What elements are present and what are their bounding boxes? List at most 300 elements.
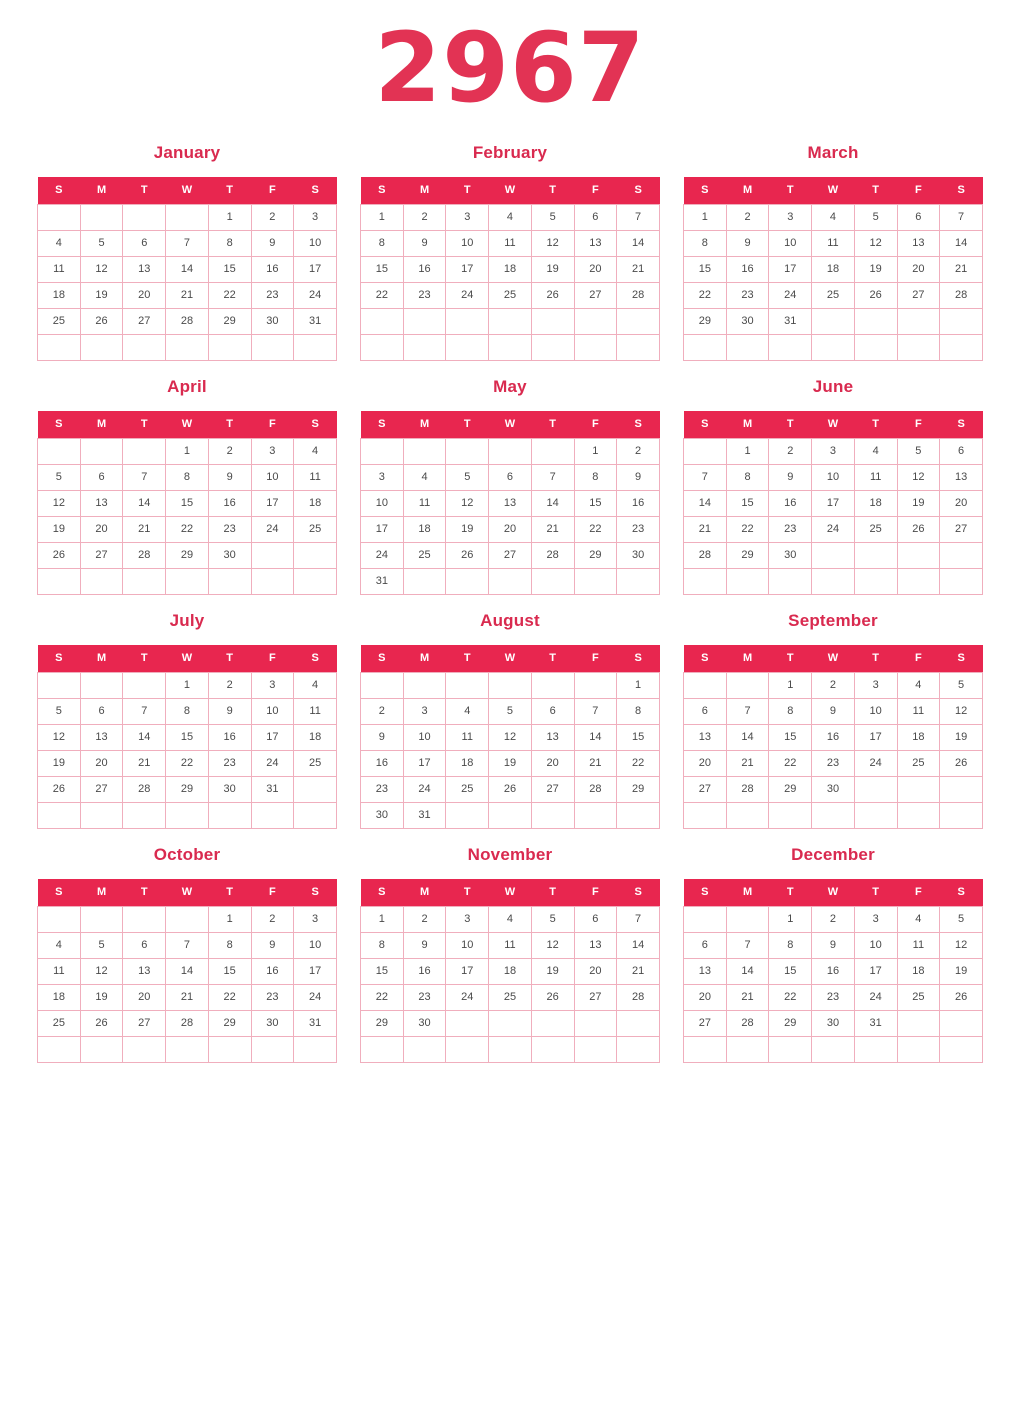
day-cell[interactable]: 26 [38,542,81,568]
day-cell[interactable]: 3 [812,438,855,464]
day-cell[interactable]: 29 [617,776,660,802]
day-cell[interactable]: 12 [940,698,983,724]
day-cell[interactable]: 23 [251,282,294,308]
day-cell[interactable]: 23 [726,282,769,308]
day-cell[interactable]: 22 [208,282,251,308]
day-cell[interactable]: 17 [251,490,294,516]
day-cell[interactable]: 20 [80,750,123,776]
day-cell[interactable]: 14 [166,958,209,984]
day-cell[interactable]: 13 [80,490,123,516]
day-cell[interactable]: 21 [123,750,166,776]
day-cell[interactable]: 21 [726,750,769,776]
day-cell[interactable]: 11 [403,490,446,516]
day-cell[interactable]: 18 [403,516,446,542]
day-cell[interactable]: 29 [166,776,209,802]
day-cell[interactable]: 5 [940,906,983,932]
day-cell[interactable]: 9 [617,464,660,490]
day-cell[interactable]: 7 [574,698,617,724]
day-cell[interactable]: 23 [361,776,404,802]
day-cell[interactable]: 4 [812,204,855,230]
day-cell[interactable]: 28 [531,542,574,568]
day-cell[interactable]: 23 [403,282,446,308]
day-cell[interactable]: 12 [531,230,574,256]
day-cell[interactable]: 11 [294,464,337,490]
day-cell[interactable]: 19 [38,516,81,542]
day-cell[interactable]: 15 [617,724,660,750]
day-cell[interactable]: 20 [574,958,617,984]
day-cell[interactable]: 11 [897,932,940,958]
day-cell[interactable]: 15 [208,958,251,984]
day-cell[interactable]: 3 [769,204,812,230]
day-cell[interactable]: 3 [854,672,897,698]
day-cell[interactable]: 7 [123,698,166,724]
day-cell[interactable]: 2 [812,672,855,698]
day-cell[interactable]: 30 [208,542,251,568]
day-cell[interactable]: 23 [403,984,446,1010]
day-cell[interactable]: 26 [80,1010,123,1036]
day-cell[interactable]: 13 [574,932,617,958]
day-cell[interactable]: 14 [726,724,769,750]
day-cell[interactable]: 29 [208,1010,251,1036]
day-cell[interactable]: 16 [403,256,446,282]
day-cell[interactable]: 6 [531,698,574,724]
day-cell[interactable]: 8 [769,698,812,724]
day-cell[interactable]: 2 [769,438,812,464]
day-cell[interactable]: 6 [684,698,727,724]
day-cell[interactable]: 26 [940,750,983,776]
day-cell[interactable]: 14 [726,958,769,984]
day-cell[interactable]: 7 [166,230,209,256]
day-cell[interactable]: 26 [940,984,983,1010]
day-cell[interactable]: 6 [123,230,166,256]
day-cell[interactable]: 19 [897,490,940,516]
day-cell[interactable]: 27 [897,282,940,308]
day-cell[interactable]: 11 [489,230,532,256]
day-cell[interactable]: 3 [251,438,294,464]
day-cell[interactable]: 29 [769,776,812,802]
day-cell[interactable]: 11 [38,256,81,282]
day-cell[interactable]: 20 [684,984,727,1010]
day-cell[interactable]: 21 [166,984,209,1010]
day-cell[interactable]: 27 [123,1010,166,1036]
day-cell[interactable]: 24 [854,750,897,776]
day-cell[interactable]: 24 [769,282,812,308]
day-cell[interactable]: 19 [531,958,574,984]
day-cell[interactable]: 10 [854,698,897,724]
day-cell[interactable]: 21 [940,256,983,282]
day-cell[interactable]: 16 [617,490,660,516]
day-cell[interactable]: 2 [208,438,251,464]
day-cell[interactable]: 17 [403,750,446,776]
day-cell[interactable]: 4 [489,906,532,932]
day-cell[interactable]: 8 [208,932,251,958]
day-cell[interactable]: 26 [897,516,940,542]
day-cell[interactable]: 2 [617,438,660,464]
day-cell[interactable]: 11 [897,698,940,724]
day-cell[interactable]: 26 [531,984,574,1010]
day-cell[interactable]: 4 [446,698,489,724]
day-cell[interactable]: 19 [940,724,983,750]
day-cell[interactable]: 1 [617,672,660,698]
day-cell[interactable]: 22 [361,984,404,1010]
day-cell[interactable]: 21 [617,256,660,282]
day-cell[interactable]: 25 [489,282,532,308]
day-cell[interactable]: 20 [940,490,983,516]
day-cell[interactable]: 18 [897,958,940,984]
day-cell[interactable]: 8 [166,698,209,724]
day-cell[interactable]: 9 [251,230,294,256]
day-cell[interactable]: 28 [617,984,660,1010]
day-cell[interactable]: 26 [854,282,897,308]
day-cell[interactable]: 29 [684,308,727,334]
day-cell[interactable]: 19 [38,750,81,776]
day-cell[interactable]: 15 [166,490,209,516]
day-cell[interactable]: 10 [294,932,337,958]
day-cell[interactable]: 1 [769,672,812,698]
day-cell[interactable]: 1 [726,438,769,464]
day-cell[interactable]: 11 [854,464,897,490]
day-cell[interactable]: 31 [361,568,404,594]
day-cell[interactable]: 14 [617,932,660,958]
day-cell[interactable]: 6 [897,204,940,230]
day-cell[interactable]: 10 [251,698,294,724]
day-cell[interactable]: 19 [940,958,983,984]
day-cell[interactable]: 12 [897,464,940,490]
day-cell[interactable]: 5 [854,204,897,230]
day-cell[interactable]: 6 [489,464,532,490]
day-cell[interactable]: 20 [531,750,574,776]
day-cell[interactable]: 12 [489,724,532,750]
day-cell[interactable]: 12 [38,490,81,516]
day-cell[interactable]: 9 [403,932,446,958]
day-cell[interactable]: 25 [294,750,337,776]
day-cell[interactable]: 18 [812,256,855,282]
day-cell[interactable]: 20 [574,256,617,282]
day-cell[interactable]: 13 [684,958,727,984]
day-cell[interactable]: 22 [769,984,812,1010]
day-cell[interactable]: 30 [812,776,855,802]
day-cell[interactable]: 4 [489,204,532,230]
day-cell[interactable]: 9 [769,464,812,490]
day-cell[interactable]: 10 [403,724,446,750]
day-cell[interactable]: 14 [574,724,617,750]
day-cell[interactable]: 28 [726,1010,769,1036]
day-cell[interactable]: 25 [897,750,940,776]
day-cell[interactable]: 7 [940,204,983,230]
day-cell[interactable]: 15 [574,490,617,516]
day-cell[interactable]: 23 [617,516,660,542]
day-cell[interactable]: 21 [123,516,166,542]
day-cell[interactable]: 9 [251,932,294,958]
day-cell[interactable]: 17 [251,724,294,750]
day-cell[interactable]: 19 [446,516,489,542]
day-cell[interactable]: 8 [617,698,660,724]
day-cell[interactable]: 25 [294,516,337,542]
day-cell[interactable]: 1 [166,672,209,698]
day-cell[interactable]: 24 [403,776,446,802]
day-cell[interactable]: 28 [684,542,727,568]
day-cell[interactable]: 25 [812,282,855,308]
day-cell[interactable]: 20 [123,984,166,1010]
day-cell[interactable]: 14 [940,230,983,256]
day-cell[interactable]: 19 [854,256,897,282]
day-cell[interactable]: 21 [617,958,660,984]
day-cell[interactable]: 18 [38,282,81,308]
day-cell[interactable]: 20 [684,750,727,776]
day-cell[interactable]: 20 [489,516,532,542]
day-cell[interactable]: 25 [446,776,489,802]
day-cell[interactable]: 21 [726,984,769,1010]
day-cell[interactable]: 3 [446,906,489,932]
day-cell[interactable]: 3 [294,204,337,230]
day-cell[interactable]: 8 [361,230,404,256]
day-cell[interactable]: 13 [531,724,574,750]
day-cell[interactable]: 7 [531,464,574,490]
day-cell[interactable]: 18 [854,490,897,516]
day-cell[interactable]: 22 [769,750,812,776]
day-cell[interactable]: 28 [574,776,617,802]
day-cell[interactable]: 7 [166,932,209,958]
day-cell[interactable]: 12 [854,230,897,256]
day-cell[interactable]: 2 [208,672,251,698]
day-cell[interactable]: 5 [80,230,123,256]
day-cell[interactable]: 10 [812,464,855,490]
day-cell[interactable]: 30 [251,1010,294,1036]
day-cell[interactable]: 20 [123,282,166,308]
day-cell[interactable]: 18 [489,256,532,282]
day-cell[interactable]: 5 [80,932,123,958]
day-cell[interactable]: 3 [294,906,337,932]
day-cell[interactable]: 27 [574,984,617,1010]
day-cell[interactable]: 26 [446,542,489,568]
day-cell[interactable]: 12 [940,932,983,958]
day-cell[interactable]: 22 [208,984,251,1010]
day-cell[interactable]: 19 [489,750,532,776]
day-cell[interactable]: 1 [361,906,404,932]
day-cell[interactable]: 31 [769,308,812,334]
day-cell[interactable]: 18 [38,984,81,1010]
day-cell[interactable]: 16 [403,958,446,984]
day-cell[interactable]: 2 [251,906,294,932]
day-cell[interactable]: 14 [123,490,166,516]
day-cell[interactable]: 24 [251,516,294,542]
day-cell[interactable]: 11 [489,932,532,958]
day-cell[interactable]: 4 [294,672,337,698]
day-cell[interactable]: 30 [617,542,660,568]
day-cell[interactable]: 29 [769,1010,812,1036]
day-cell[interactable]: 10 [769,230,812,256]
day-cell[interactable]: 16 [812,724,855,750]
day-cell[interactable]: 19 [80,984,123,1010]
day-cell[interactable]: 4 [38,932,81,958]
day-cell[interactable]: 18 [294,724,337,750]
day-cell[interactable]: 11 [38,958,81,984]
day-cell[interactable]: 28 [726,776,769,802]
day-cell[interactable]: 1 [684,204,727,230]
day-cell[interactable]: 15 [769,724,812,750]
day-cell[interactable]: 5 [38,698,81,724]
day-cell[interactable]: 27 [489,542,532,568]
day-cell[interactable]: 19 [531,256,574,282]
day-cell[interactable]: 28 [617,282,660,308]
day-cell[interactable]: 16 [361,750,404,776]
day-cell[interactable]: 11 [294,698,337,724]
day-cell[interactable]: 3 [361,464,404,490]
day-cell[interactable]: 6 [574,906,617,932]
day-cell[interactable]: 26 [80,308,123,334]
day-cell[interactable]: 28 [123,776,166,802]
day-cell[interactable]: 23 [208,516,251,542]
day-cell[interactable]: 27 [684,1010,727,1036]
day-cell[interactable]: 9 [361,724,404,750]
day-cell[interactable]: 29 [361,1010,404,1036]
day-cell[interactable]: 9 [726,230,769,256]
day-cell[interactable]: 14 [617,230,660,256]
day-cell[interactable]: 2 [726,204,769,230]
day-cell[interactable]: 31 [294,1010,337,1036]
day-cell[interactable]: 15 [726,490,769,516]
day-cell[interactable]: 2 [812,906,855,932]
day-cell[interactable]: 13 [489,490,532,516]
day-cell[interactable]: 30 [812,1010,855,1036]
day-cell[interactable]: 18 [446,750,489,776]
day-cell[interactable]: 27 [80,542,123,568]
day-cell[interactable]: 16 [251,958,294,984]
day-cell[interactable]: 22 [574,516,617,542]
day-cell[interactable]: 20 [897,256,940,282]
day-cell[interactable]: 1 [166,438,209,464]
day-cell[interactable]: 8 [574,464,617,490]
day-cell[interactable]: 17 [294,958,337,984]
day-cell[interactable]: 16 [208,490,251,516]
day-cell[interactable]: 22 [166,750,209,776]
day-cell[interactable]: 13 [574,230,617,256]
day-cell[interactable]: 16 [251,256,294,282]
day-cell[interactable]: 9 [403,230,446,256]
day-cell[interactable]: 17 [294,256,337,282]
day-cell[interactable]: 17 [361,516,404,542]
day-cell[interactable]: 31 [251,776,294,802]
day-cell[interactable]: 16 [726,256,769,282]
day-cell[interactable]: 10 [854,932,897,958]
day-cell[interactable]: 17 [854,958,897,984]
day-cell[interactable]: 1 [208,906,251,932]
day-cell[interactable]: 10 [294,230,337,256]
day-cell[interactable]: 6 [574,204,617,230]
day-cell[interactable]: 20 [80,516,123,542]
day-cell[interactable]: 5 [940,672,983,698]
day-cell[interactable]: 8 [208,230,251,256]
day-cell[interactable]: 25 [489,984,532,1010]
day-cell[interactable]: 23 [769,516,812,542]
day-cell[interactable]: 13 [123,958,166,984]
day-cell[interactable]: 11 [812,230,855,256]
day-cell[interactable]: 30 [769,542,812,568]
day-cell[interactable]: 17 [446,958,489,984]
day-cell[interactable]: 25 [403,542,446,568]
day-cell[interactable]: 15 [208,256,251,282]
day-cell[interactable]: 12 [38,724,81,750]
day-cell[interactable]: 3 [446,204,489,230]
day-cell[interactable]: 5 [38,464,81,490]
day-cell[interactable]: 14 [123,724,166,750]
day-cell[interactable]: 7 [123,464,166,490]
day-cell[interactable]: 24 [294,282,337,308]
day-cell[interactable]: 10 [446,230,489,256]
day-cell[interactable]: 30 [208,776,251,802]
day-cell[interactable]: 16 [812,958,855,984]
day-cell[interactable]: 15 [361,256,404,282]
day-cell[interactable]: 30 [403,1010,446,1036]
day-cell[interactable]: 5 [446,464,489,490]
day-cell[interactable]: 6 [80,698,123,724]
day-cell[interactable]: 2 [403,906,446,932]
day-cell[interactable]: 4 [38,230,81,256]
day-cell[interactable]: 13 [684,724,727,750]
day-cell[interactable]: 8 [361,932,404,958]
day-cell[interactable]: 30 [726,308,769,334]
day-cell[interactable]: 21 [166,282,209,308]
day-cell[interactable]: 8 [769,932,812,958]
day-cell[interactable]: 23 [812,750,855,776]
day-cell[interactable]: 21 [574,750,617,776]
day-cell[interactable]: 9 [208,698,251,724]
day-cell[interactable]: 6 [940,438,983,464]
day-cell[interactable]: 10 [361,490,404,516]
day-cell[interactable]: 28 [123,542,166,568]
day-cell[interactable]: 18 [489,958,532,984]
day-cell[interactable]: 22 [361,282,404,308]
day-cell[interactable]: 6 [123,932,166,958]
day-cell[interactable]: 15 [361,958,404,984]
day-cell[interactable]: 21 [684,516,727,542]
day-cell[interactable]: 14 [684,490,727,516]
day-cell[interactable]: 1 [208,204,251,230]
day-cell[interactable]: 10 [446,932,489,958]
day-cell[interactable]: 3 [251,672,294,698]
day-cell[interactable]: 22 [684,282,727,308]
day-cell[interactable]: 8 [684,230,727,256]
day-cell[interactable]: 17 [446,256,489,282]
day-cell[interactable]: 6 [80,464,123,490]
day-cell[interactable]: 26 [489,776,532,802]
day-cell[interactable]: 2 [251,204,294,230]
day-cell[interactable]: 1 [769,906,812,932]
day-cell[interactable]: 8 [166,464,209,490]
day-cell[interactable]: 6 [684,932,727,958]
day-cell[interactable]: 23 [812,984,855,1010]
day-cell[interactable]: 17 [769,256,812,282]
day-cell[interactable]: 1 [574,438,617,464]
day-cell[interactable]: 13 [940,464,983,490]
day-cell[interactable]: 7 [726,698,769,724]
day-cell[interactable]: 31 [403,802,446,828]
day-cell[interactable]: 27 [940,516,983,542]
day-cell[interactable]: 18 [897,724,940,750]
day-cell[interactable]: 11 [446,724,489,750]
day-cell[interactable]: 16 [208,724,251,750]
day-cell[interactable]: 7 [684,464,727,490]
day-cell[interactable]: 7 [726,932,769,958]
day-cell[interactable]: 24 [446,282,489,308]
day-cell[interactable]: 24 [251,750,294,776]
day-cell[interactable]: 28 [166,1010,209,1036]
day-cell[interactable]: 7 [617,906,660,932]
day-cell[interactable]: 5 [531,906,574,932]
day-cell[interactable]: 25 [38,1010,81,1036]
day-cell[interactable]: 3 [403,698,446,724]
day-cell[interactable]: 24 [361,542,404,568]
